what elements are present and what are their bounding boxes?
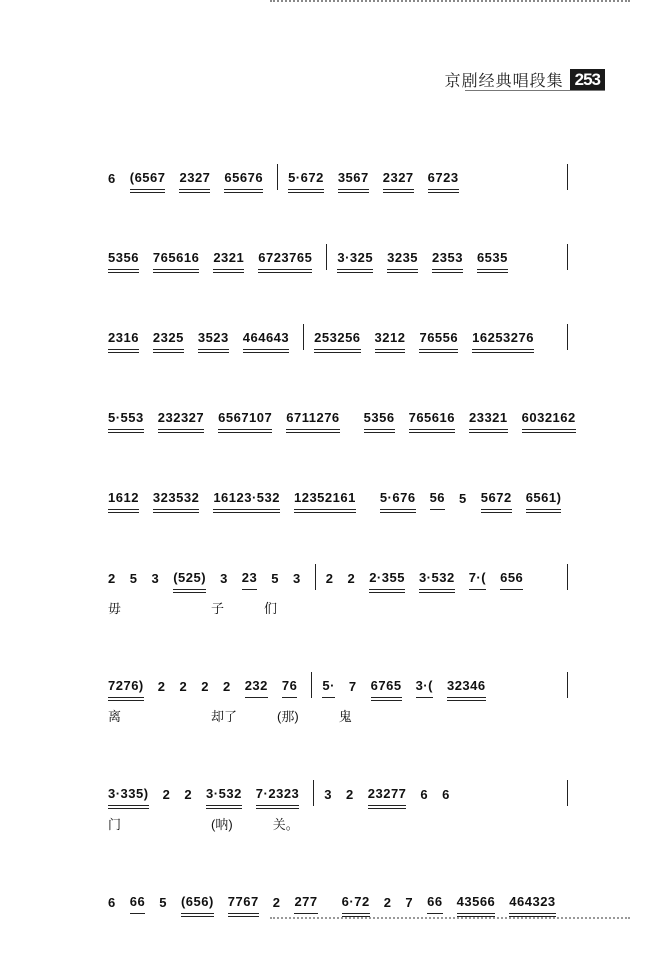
note-group: 6535 (477, 250, 508, 270)
note-group: 2 (162, 787, 171, 802)
note-group: (656) (181, 894, 214, 914)
lyric-text: 门 (108, 817, 122, 832)
note-group: 43566 (457, 894, 496, 914)
note-group: 6 (442, 787, 450, 802)
lyric-text: 毋 (108, 601, 122, 616)
note-group: 2 (201, 679, 209, 694)
note-group: 2·355 (369, 570, 405, 590)
note-group: 323532 (153, 490, 199, 510)
note-groups (108, 230, 578, 270)
note-group: 7276) (108, 678, 144, 698)
note-group: 16253276 (472, 330, 534, 350)
note-group: 16123·532 (213, 490, 280, 510)
score-line (108, 230, 578, 298)
barline (315, 564, 316, 590)
barline (567, 324, 568, 350)
note-group: 32346 (447, 678, 486, 698)
score-line (108, 550, 578, 646)
note-group: 464323 (509, 894, 555, 914)
note-group: 1612 (108, 490, 139, 510)
note-group: 6032162 (522, 410, 576, 430)
lyric-text: 却了 (211, 709, 238, 724)
lyric-text: (呐) (211, 817, 233, 832)
lyrics-line (108, 814, 578, 834)
note-group: 3·( (416, 678, 433, 698)
note-group: 7·( (469, 570, 486, 590)
note-group: 56 (430, 490, 445, 510)
lyric-text: (那) (277, 709, 299, 724)
note-group: 2 (272, 895, 281, 910)
note-group: 6723765 (258, 250, 312, 270)
lyric-text: 们 (264, 601, 278, 616)
note-group: 7767 (228, 894, 259, 914)
note-group: 2316 (108, 330, 139, 350)
note-group: 5· (322, 678, 335, 698)
jianpu-score (108, 150, 578, 954)
note-group: 2 (108, 571, 116, 586)
barline (567, 672, 568, 698)
note-group: 3523 (198, 330, 229, 350)
note-group: 277 (294, 894, 317, 914)
barline (567, 244, 568, 270)
note-group: 765616 (153, 250, 199, 270)
note-group: 253256 (314, 330, 360, 350)
note-group: 66 (130, 894, 145, 914)
note-group: 6·72 (342, 894, 370, 914)
barline (567, 780, 568, 806)
note-group: 2 (325, 571, 334, 586)
note-group: 5·553 (108, 410, 144, 430)
note-groups (108, 310, 578, 350)
barline (303, 324, 304, 350)
note-group: 5·676 (380, 490, 416, 510)
note-groups (108, 658, 578, 698)
note-group: 2353 (432, 250, 463, 270)
score-line (108, 470, 578, 538)
barline (313, 780, 314, 806)
score-line (108, 390, 578, 458)
barline (326, 244, 327, 270)
note-group: 464643 (243, 330, 289, 350)
note-group: 6711276 (286, 410, 339, 430)
note-group: 5356 (364, 410, 395, 430)
note-group: 5 (159, 895, 167, 910)
note-groups (108, 550, 578, 590)
barline (277, 164, 278, 190)
page-number: 253 (570, 69, 605, 91)
note-groups (108, 874, 578, 914)
note-groups (108, 390, 578, 430)
score-line (108, 874, 578, 942)
lyric-text: 鬼 (338, 709, 352, 724)
header-rule (465, 90, 605, 91)
note-group: 12352161 (294, 490, 356, 510)
note-group: 3212 (375, 330, 406, 350)
lyrics-line (108, 706, 578, 726)
note-group: 23277 (368, 786, 407, 806)
note-group: 6723 (428, 170, 459, 190)
book-title: 京剧经典唱段集 (444, 73, 564, 90)
score-line (108, 150, 578, 218)
note-group: 3567 (338, 170, 369, 190)
note-group: 2 (222, 679, 231, 694)
note-group: 2327 (179, 170, 210, 190)
note-group: 23 (242, 570, 257, 590)
note-group: 6765 (371, 678, 402, 698)
note-group: 2 (157, 679, 166, 694)
note-groups (108, 766, 578, 806)
score-line (108, 766, 578, 862)
note-group: 6 (108, 171, 116, 186)
note-group: 7·2323 (256, 786, 299, 806)
note-group: 76556 (419, 330, 458, 350)
note-groups (108, 150, 578, 190)
note-group: 2325 (153, 330, 184, 350)
note-group: 3·335) (108, 786, 149, 806)
barline (567, 564, 568, 590)
note-group: 2321 (213, 250, 244, 270)
note-group: 5 (459, 491, 467, 506)
note-group: 6 (108, 895, 116, 910)
note-group: 5·672 (288, 170, 324, 190)
note-group: 3 (220, 571, 228, 586)
note-group: 2 (383, 895, 392, 910)
lyric-text: 离 (108, 709, 122, 724)
note-group: 23321 (469, 410, 508, 430)
note-group: 6567107 (218, 410, 272, 430)
lyric-text: 子 (211, 601, 225, 616)
note-group: 3·532 (206, 786, 242, 806)
note-group: 2 (179, 679, 188, 694)
note-group: 232 (245, 678, 268, 698)
note-groups (108, 470, 578, 510)
score-line (108, 658, 578, 754)
note-group: 6561) (526, 490, 562, 510)
note-group: 5 (129, 571, 138, 586)
lyric-text: 关。 (272, 817, 299, 832)
note-group: (525) (173, 570, 206, 590)
note-group: 3·532 (419, 570, 455, 590)
note-group: 2 (347, 571, 356, 586)
note-group: 232327 (158, 410, 204, 430)
note-group: 6 (420, 787, 429, 802)
note-group: 3 (324, 787, 333, 802)
note-group: 65676 (224, 170, 263, 190)
note-group: 2 (346, 787, 354, 802)
bottom-scan-marks (270, 917, 630, 922)
score-line (108, 310, 578, 378)
note-group: (6567 (130, 170, 166, 190)
note-group: 3235 (387, 250, 418, 270)
note-group: 5 (271, 571, 279, 586)
note-group: 5672 (481, 490, 512, 510)
note-group: 2327 (383, 170, 414, 190)
note-group: 656 (500, 570, 523, 590)
note-group: 76 (282, 678, 297, 698)
barline (567, 164, 568, 190)
note-group: 7 (405, 895, 414, 910)
note-group: 765616 (409, 410, 455, 430)
page-header (445, 68, 605, 91)
lyrics-line (108, 598, 578, 618)
note-group: 66 (427, 894, 442, 914)
note-group: 5356 (108, 250, 139, 270)
note-group: 3 (293, 571, 301, 586)
note-group: 3·325 (337, 250, 373, 270)
top-scan-marks (270, 0, 630, 6)
note-group: 7 (348, 679, 357, 694)
note-group: 3 (151, 571, 160, 586)
note-group: 2 (184, 787, 193, 802)
barline (311, 672, 312, 698)
